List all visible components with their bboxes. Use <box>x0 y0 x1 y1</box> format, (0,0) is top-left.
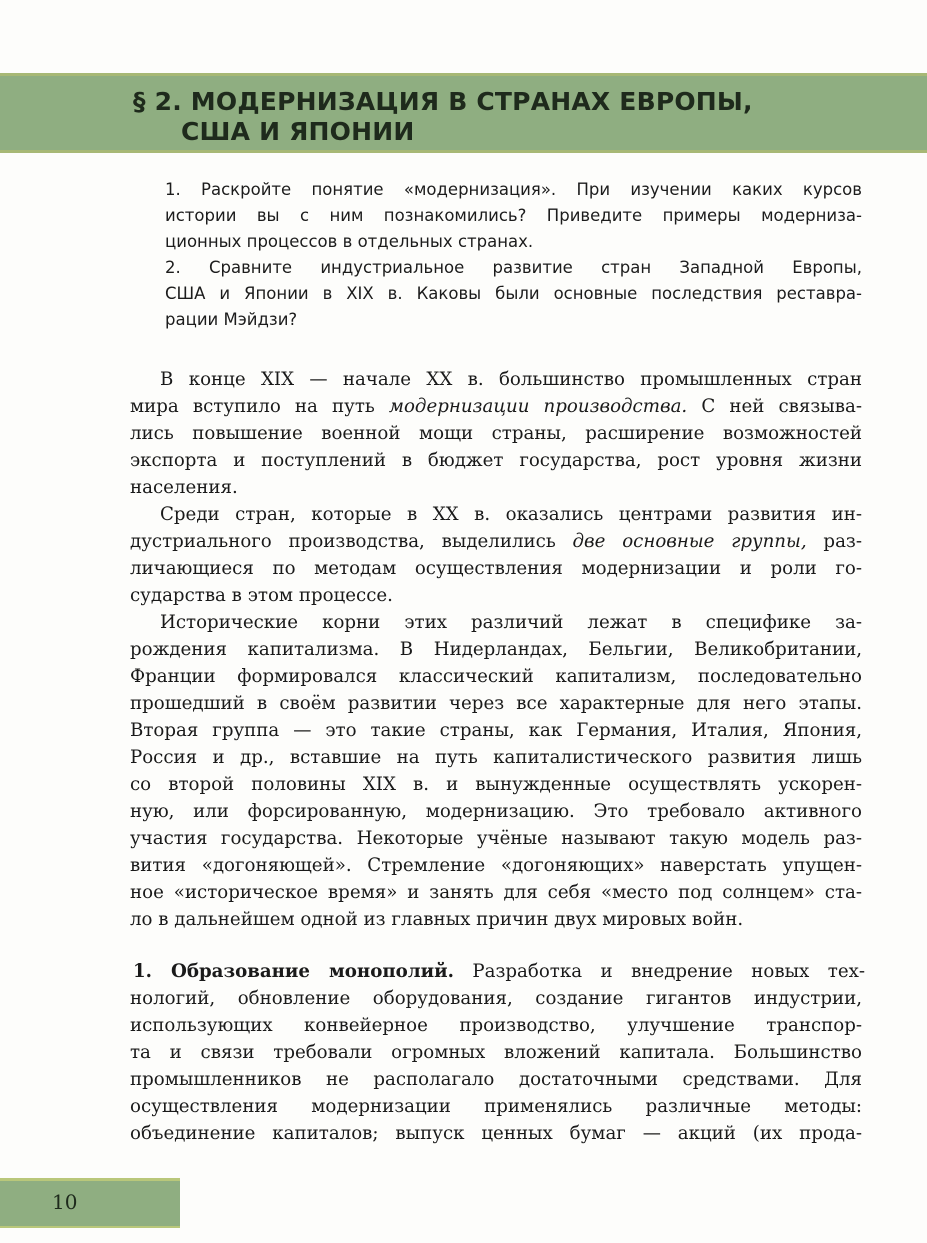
text-segment: С ней связыва- <box>687 396 862 417</box>
paragraph-line <box>160 504 862 525</box>
emphasis-text: модернизации производства. <box>388 396 688 417</box>
subheading-line <box>133 961 865 982</box>
text-segment: со второй половины XIX в. и вынужденные осуществлять ускорен- <box>130 774 862 795</box>
text-segment: сударства в этом процессе. <box>130 585 393 606</box>
section-title-line1: § 2. МОДЕРНИЗАЦИЯ В СТРАНАХ ЕВРОПЫ, <box>133 87 753 116</box>
paragraph-line <box>130 720 862 741</box>
paragraph-line <box>130 477 862 498</box>
text-segment: использующих конвейерное производство, улучшение транспор- <box>130 1015 862 1036</box>
paragraph-line <box>130 531 862 552</box>
text-segment: Россия и др., вставшие на путь капиталистического развития лишь <box>130 747 862 768</box>
question-line: ционных процессов в отдельных странах. <box>165 232 534 251</box>
text-segment: объединение капиталов; выпуск ценных бумаг — акций (их прода- <box>130 1123 862 1144</box>
text-segment: прошедший в своём развитии через все характерные для него этапы. <box>130 693 862 714</box>
paragraph-line <box>130 747 862 768</box>
paragraph-line <box>130 558 862 579</box>
paragraph-line <box>160 369 862 390</box>
text-segment: Разработка и внедрение новых тех- <box>453 961 865 982</box>
paragraph-line <box>130 639 862 660</box>
paragraph-line <box>130 1123 862 1144</box>
paragraph-line <box>130 396 862 417</box>
text-segment: дустриального производства, выделились <box>130 531 573 552</box>
question-line: 1. Раскройте понятие «модернизация». При изучении каких курсов <box>165 180 862 199</box>
text-segment: Исторические корни этих различий лежат в специфике за- <box>160 612 862 633</box>
text-segment: рождения капитализма. В Нидерландах, Бельгии, Великобритании, <box>130 639 862 660</box>
question-line: истории вы с ним познакомились? Приведите примеры модерниза- <box>165 206 862 225</box>
text-segment: Среди стран, которые в XX в. оказались центрами развития ин- <box>160 504 862 525</box>
paragraph-line <box>130 1069 862 1090</box>
text-segment: ную, или форсированную, модернизацию. Это требовало активного <box>130 801 862 822</box>
text-segment: экспорта и поступлений в бюджет государства, рост уровня жизни <box>130 450 862 471</box>
paragraph-line <box>130 909 862 930</box>
text-segment: промышленников не располагало достаточными средствами. Для <box>130 1069 862 1090</box>
paragraph-line <box>130 828 862 849</box>
text-segment: та и связи требовали огромных вложений капитала. Большинство <box>130 1042 862 1063</box>
paragraph-line <box>130 774 862 795</box>
text-segment: населения. <box>130 477 238 498</box>
text-segment: личающиеся по методам осуществления модернизации и роли го- <box>130 558 862 579</box>
text-segment: вития «догоняющей». Стремление «догоняющих» наверстать упущен- <box>130 855 862 876</box>
text-segment: лись повышение военной мощи страны, расширение возможностей <box>130 423 862 444</box>
text-segment: раз- <box>806 531 862 552</box>
paragraph-line <box>130 1096 862 1117</box>
paragraph-line <box>130 988 862 1009</box>
text-segment: участия государства. Некоторые учёные называют такую модель раз- <box>130 828 862 849</box>
paragraph-line <box>130 855 862 876</box>
text-segment: нологий, обновление оборудования, создание гигантов индустрии, <box>130 988 862 1009</box>
question-line: США и Японии в XIX в. Каковы были основные последствия реставра- <box>165 284 862 303</box>
question-line: рации Мэйдзи? <box>165 310 298 329</box>
paragraph-line <box>130 1042 862 1063</box>
paragraph-line <box>130 882 862 903</box>
text-segment: Франции формировался классический капитализм, последовательно <box>130 666 862 687</box>
text-segment: В конце XIX — начале XX в. большинство промышленных стран <box>160 369 862 390</box>
text-segment: ное «историческое время» и занять для себя «место под солнцем» ста- <box>130 882 862 903</box>
section-title-line2: США И ЯПОНИИ <box>181 117 415 146</box>
page-number-band <box>0 1178 180 1228</box>
paragraph-line <box>130 801 862 822</box>
emphasis-text: две основные группы, <box>572 531 807 552</box>
paragraph-line <box>130 693 862 714</box>
paragraph-line <box>130 1015 862 1036</box>
paragraph-line <box>130 450 862 471</box>
paragraph-line <box>130 666 862 687</box>
text-segment: осуществления модернизации применялись различные методы: <box>130 1096 862 1117</box>
paragraph-line <box>130 423 862 444</box>
paragraph-line <box>130 585 862 606</box>
question-line: 2. Сравните индустриальное развитие стран Западной Европы, <box>165 258 862 277</box>
subsection-heading: 1. Образование монополий. <box>133 961 454 982</box>
text-segment: Вторая группа — это такие страны, как Германия, Италия, Япония, <box>130 720 862 741</box>
paragraph-line <box>160 612 862 633</box>
page-number: 10 <box>52 1190 78 1214</box>
text-segment: ло в дальнейшем одной из главных причин двух мировых войн. <box>130 909 744 930</box>
text-segment: мира вступило на путь <box>130 396 389 417</box>
